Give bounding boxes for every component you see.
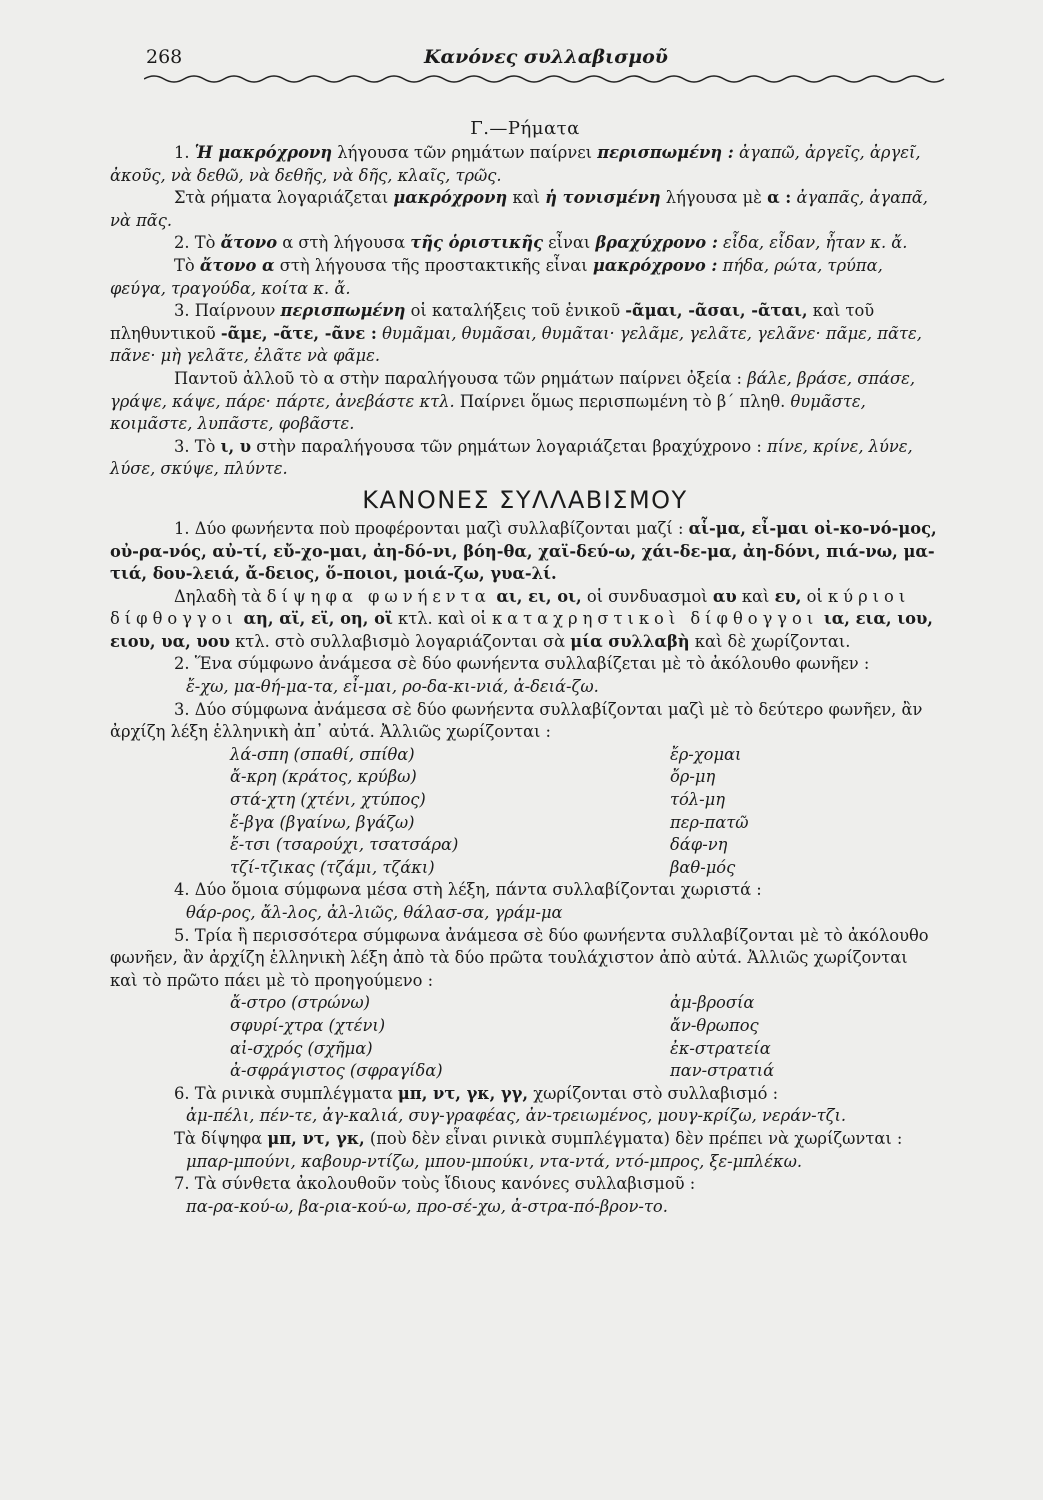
- page-number: 268: [146, 46, 183, 68]
- example-left: ἔ-βγα (βγαίνω, βγάζω): [230, 812, 415, 832]
- example-right: ὄρ-μη: [670, 767, 716, 787]
- rule-syl-7: 7. Τὰ σύνθετα ἀκολουθοῦν τοὺς ἴδιους κανόνες συλλαβισμοῦ :: [174, 1174, 696, 1194]
- rule-syl-6b-example: μπαρ-μπούνι, καβουρ-ντίζω, μπου-μπούκι, ντα-ντά, ντό-μπρος, ξε-μπλέκω.: [186, 1151, 803, 1171]
- example-left: αἰ-σχρός (σχῆμα): [230, 1038, 373, 1058]
- page-content: [110, 116, 940, 1218]
- rule-verbs-3: 3. Παίρνουν περισπωμένη οἱ καταλήξεις τοῦ ἑνικοῦ -ᾶμαι, -ᾶσαι, -ᾶται, καὶ τοῦ πληθυντικοῦ -ᾶμε, -ᾶτε, -ᾶνε : θυμᾶμαι, θυμᾶσαι, θυμᾶται· γελᾶμε, γελᾶτε, γελᾶνε· πᾶμε, πᾶτε, πᾶνε· μὴ γελᾶτε, ἐλᾶτε νὰ φᾶμε.: [110, 301, 922, 366]
- example-left: ἄ-κρη (κράτος, κρύβω): [230, 767, 417, 787]
- rule-verbs-1: 1. Ἡ μακρόχρονη λήγουσα τῶν ρημάτων παίρνει περισπωμένη : ἀγαπῶ, ἀργεῖς, ἀργεῖ, ἀκοῦς, νὰ δεθῶ, νὰ δεθῆς, νὰ δῆς, κλαῖς, τρῶς.: [110, 143, 921, 185]
- rule-syl-3-examples: [110, 744, 940, 880]
- rule-verbs-3b: Παντοῦ ἀλλοῦ τὸ α στὴν παραλήγουσα τῶν ρημάτων παίρνει ὀξεία : βάλε, βράσε, σπάσε, γράψε, κάψε, πάρε· πάρτε, ἀνεβάστε κτλ. Παίρνει ὅμως περισπωμένη τὸ β΄ πληθ. θυμᾶστε, κοιμᾶστε, λυπᾶστε, φοβᾶστε.: [110, 368, 916, 434]
- example-right: ἀμ-βροσία: [670, 993, 755, 1013]
- example-right: ἐκ-στρατεία: [670, 1038, 771, 1058]
- rule-syl-3: 3. Δύο σύμφωνα ἀνάμεσα σὲ δύο φωνήεντα συλλαβίζονται μαζὶ μὲ τὸ δεύτερο φωνῆεν, ἂν ἀρχίζη λέξη ἑλληνικὴ ἀπ᾿ αὐτά. Ἀλλιῶς χωρίζονται :: [110, 699, 923, 742]
- rule-syl-2-example: ἔ-χω, μα-θή-μα-τα, εἶ-μαι, ρο-δα-κι-νιά, ἀ-δειά-ζω.: [186, 677, 599, 697]
- example-right: βαθ-μός: [670, 857, 736, 877]
- rule-verbs-2: 2. Τὸ ἄτονο α στὴ λήγουσα τῆς ὁριστικῆς εἶναι βραχύχρονο : εἶδα, εἶδαν, ἦταν κ. ἄ.: [174, 233, 908, 253]
- rule-syl-6b: Τὰ δίψηφα μπ, ντ, γκ, (ποὺ δὲν εἶναι ρινικὰ συμπλέγματα) δὲν πρέπει νὰ χωρίζωνται :: [174, 1128, 903, 1148]
- rule-syl-4: 4. Δύο ὅμοια σύμφωνα μέσα στὴ λέξη, πάντα συλλαβίζονται χωριστά :: [174, 880, 762, 900]
- example-left: σφυρί-χτρα (χτένι): [230, 1015, 386, 1035]
- example-left: τζί-τζικας (τζάμι, τζάκι): [230, 857, 435, 877]
- rule-verbs-3c: 3. Τὸ ι, υ στὴν παραλήγουσα τῶν ρημάτων λογαριάζεται βραχύχρονο : πίνε, κρίνε, λύνε, λύσε, σκύψε, πλύντε.: [110, 436, 913, 479]
- section-heading-verbs: Γ.—Ρήματα: [470, 118, 580, 139]
- example-right: ἔρ-χομαι: [670, 744, 742, 764]
- rule-verbs-1b: Στὰ ρήματα λογαριάζεται μακρόχρονη καὶ ἡ τονισμένη λήγουσα μὲ α : ἀγαπᾶς, ἀγαπᾶ, νὰ πᾶς.: [110, 188, 928, 230]
- rule-syl-6-example: ἀμ-πέλι, πέν-τε, ἀγ-καλιά, συγ-γραφέας, ἀν-τρειωμένος, μουγ-κρίζω, νεράν-τζι.: [186, 1106, 847, 1126]
- example-left: λά-σπη (σπαθί, σπίθα): [230, 744, 415, 764]
- running-title: Κανόνες συλλαβισμοῦ: [424, 46, 668, 68]
- example-left: στά-χτη (χτένι, χτύπος): [230, 790, 426, 810]
- rule-syl-2: 2. Ἕνα σύμφωνο ἀνάμεσα σὲ δύο φωνήεντα συλλαβίζεται μὲ τὸ ἀκόλουθο φωνῆεν :: [174, 654, 870, 674]
- example-left: ἄ-στρο (στρώνω): [230, 993, 371, 1013]
- rule-verbs-2b: Τὸ ἄτονο α στὴ λήγουσα τῆς προστακτικῆς εἶναι μακρόχρονο : πήδα, ρώτα, τρύπα, φεύγα, τραγούδα, κοίτα κ. ἄ.: [110, 255, 883, 298]
- rule-syl-5-examples: [110, 992, 940, 1082]
- rule-syl-5: 5. Τρία ἢ περισσότερα σύμφωνα ἀνάμεσα σὲ δύο φωνήεντα συλλαβίζονται μὲ τὸ ἀκόλουθο φωνῆεν, ἂν ἀρχίζη ἑλληνικὴ λέξη ἀπὸ τὰ δύο πρῶτα τουλάχιστον ἀπὸ αὐτά. Ἀλλιῶς χωρίζονται καὶ τὸ πρῶτο πάει μὲ τὸ προηγούμενο :: [110, 925, 929, 990]
- example-right: δάφ-νη: [670, 835, 728, 855]
- example-left: ἔ-τσι (τσαρούχι, τσατσάρα): [230, 835, 459, 855]
- example-right: τόλ-μη: [670, 790, 725, 810]
- decorative-wave-rule: [144, 72, 950, 86]
- example-right: ἄν-θρωπος: [670, 1015, 759, 1035]
- rule-syl-1b: Δηλαδὴ τὰ δίψηφα φωνήεντα αι, ει, οι, οἱ συνδυασμοὶ αυ καὶ ευ, οἱ κύριοι δίφθογγοι αη, αϊ, εϊ, οη, οϊ κτλ. καὶ οἱ καταχρηστικοὶ δίφθογγοι ια, εια, ιου, ειου, υα, υου κτλ. στὸ συλλαβισμὸ λογαριάζονται σὰ μία συλλαβὴ καὶ δὲ χωρίζονται.: [110, 586, 933, 651]
- section-heading-syllabification: ΚΑΝΟΝΕΣ ΣΥΛΛΑΒΙΣΜΟΥ: [362, 485, 688, 514]
- rule-syl-4-example: θάρ-ρος, ἄλ-λος, ἀλ-λιῶς, θάλασ-σα, γράμ-μα: [186, 903, 563, 922]
- rule-syl-1: 1. Δύο φωνήεντα ποὺ προφέρονται μαζὶ συλλαβίζονται μαζί : αἷ-μα, εἶ-μαι οἰ-κο-νό-μος, οὐ-ρα-νός, αὐ-τί, εὔ-χο-μαι, ἀη-δό-νι, βόη-θα, χαϊ-δεύ-ω, χάι-δε-μα, ἀη-δόνι, πιά-νω, μα-τιά, δου-λειά, ἄ-δειος, ὅ-ποιοι, μοιά-ζω, γυα-λί.: [110, 518, 937, 584]
- example-right: παν-στρατιά: [670, 1061, 775, 1081]
- rule-syl-6: 6. Τὰ ρινικὰ συμπλέγματα μπ, ντ, γκ, γγ, χωρίζονται στὸ συλλαβισμό :: [174, 1083, 779, 1103]
- example-left: ἀ-σφράγιστος (σφραγίδα): [230, 1061, 443, 1081]
- rule-syl-7-example: πα-ρα-κού-ω, βα-ρια-κού-ω, προ-σέ-χω, ἀ-στρα-πό-βρον-το.: [186, 1196, 668, 1216]
- example-right: περ-πατῶ: [670, 812, 749, 832]
